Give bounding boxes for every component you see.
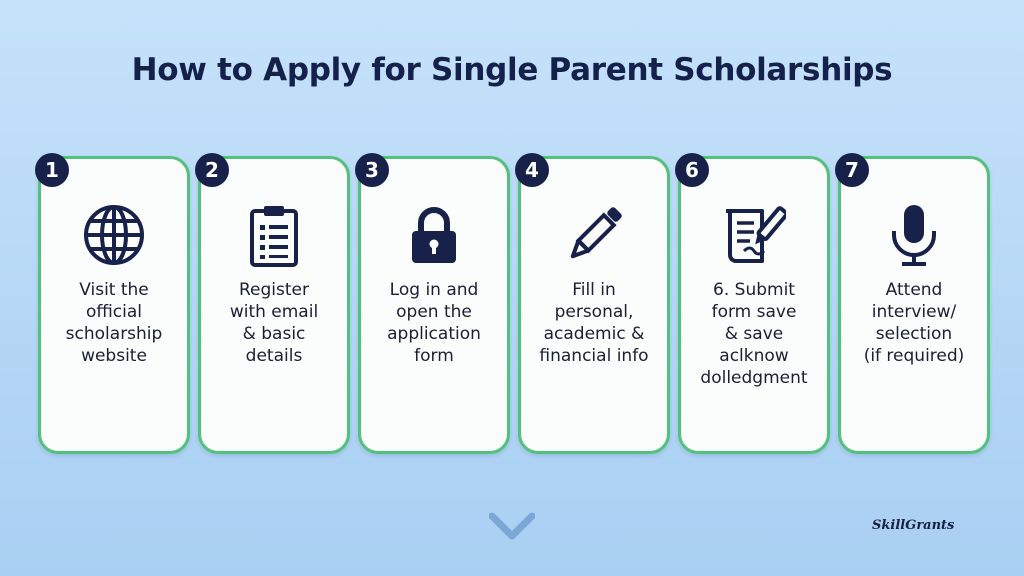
step-card-1: [38, 156, 190, 454]
steps-row: [38, 156, 988, 452]
page-title: How to Apply for Single Parent Scholarships: [131, 52, 893, 88]
step-text-line: & basic: [242, 324, 306, 344]
step-text-line: & save: [724, 324, 784, 344]
step-text-line: website: [81, 346, 147, 366]
step-description: [49, 279, 179, 367]
globe-icon: [82, 203, 146, 267]
step-text-line: interview/: [871, 302, 957, 322]
step-text-line: Attend: [885, 280, 943, 300]
step-description: [369, 279, 499, 367]
step-text-line: form save: [711, 302, 797, 322]
step-text-line: dolledgment: [700, 368, 808, 388]
document-sign-icon: [722, 203, 786, 267]
pencil-icon: [562, 203, 626, 267]
step-text-line: Register: [239, 280, 309, 300]
step-text-line: aclknow: [719, 346, 789, 366]
step-text-line: Log in and: [389, 280, 479, 300]
step-text-line: selection: [875, 324, 953, 344]
step-number-badge: 2: [195, 153, 229, 187]
step-text-line: Fill in: [572, 280, 616, 300]
step-number-badge: 1: [35, 153, 69, 187]
step-text-line: open the: [396, 302, 472, 322]
step-description: [209, 279, 339, 367]
chevron-down-icon[interactable]: [489, 512, 535, 540]
brand-logo: SkillGrants: [872, 518, 955, 533]
step-card-4: [518, 156, 670, 454]
step-text-line: (if required): [863, 346, 965, 366]
lock-icon: [402, 203, 466, 267]
step-text-line: Visit the: [79, 280, 149, 300]
step-number-badge: 6: [675, 153, 709, 187]
step-text-line: details: [245, 346, 303, 366]
step-text-line: scholarship: [65, 324, 163, 344]
step-text-line: academic &: [543, 324, 645, 344]
step-description: [529, 279, 659, 367]
step-number-badge: 3: [355, 153, 389, 187]
step-text-line: with email: [229, 302, 319, 322]
clipboard-icon: [242, 203, 306, 267]
step-card-7: [838, 156, 990, 454]
step-text-line: application: [387, 324, 481, 344]
step-text-line: official: [85, 302, 143, 322]
step-text-line: 6. Submit: [713, 280, 795, 300]
microphone-icon: [882, 203, 946, 267]
step-number-badge: 4: [515, 153, 549, 187]
step-card-3: [358, 156, 510, 454]
step-card-6: [678, 156, 830, 454]
step-text-line: personal,: [554, 302, 634, 322]
step-number-badge: 7: [835, 153, 869, 187]
step-text-line: financial info: [539, 346, 649, 366]
step-text-line: form: [414, 346, 454, 366]
step-description: [849, 279, 979, 367]
step-description: [689, 279, 819, 389]
step-card-2: [198, 156, 350, 454]
